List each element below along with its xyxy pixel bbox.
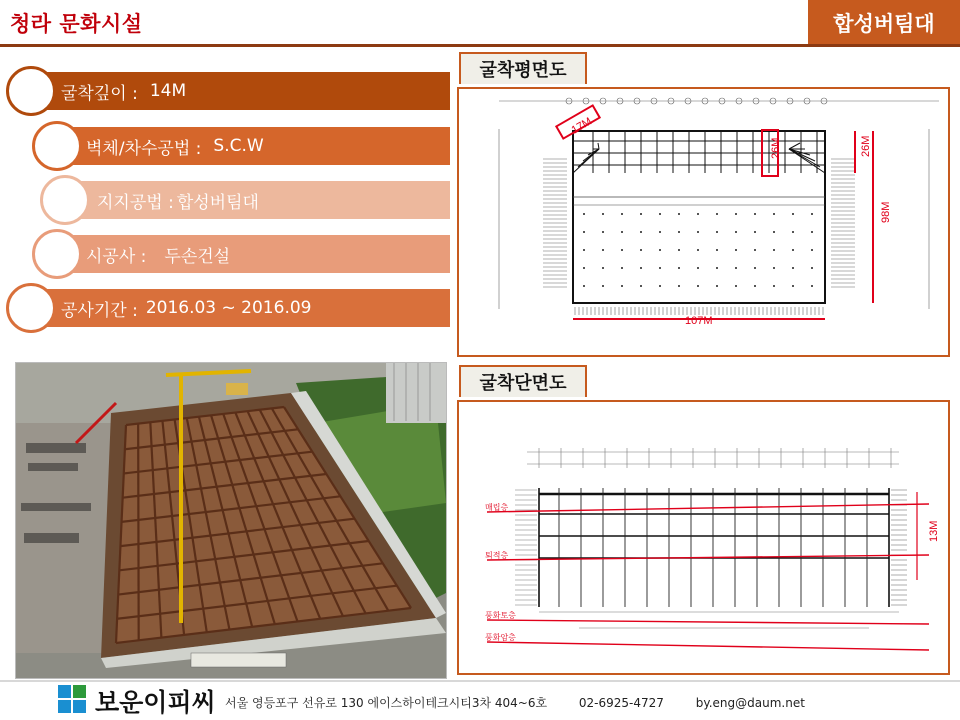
row-bullet [32,121,82,171]
tab-excavation-section: 굴착단면도 [459,365,587,397]
info-label: 굴착깊이 : [61,83,138,104]
info-value: 두손건설 [164,246,231,267]
dim-length-label: 107M [685,315,713,327]
info-value: 합성버팀대 [176,192,259,213]
info-value: 2016.03 ~ 2016.09 [145,298,312,318]
footer-contact [225,694,833,711]
row-bullet [32,229,82,279]
info-label: 벽체/차수공법 : [86,138,202,159]
info-value: 14M [149,81,187,101]
footer-divider [0,680,960,682]
info-row-support-method [68,181,450,219]
dim-corner-label: 17M [569,115,594,137]
method-badge: 합성버팀대 [808,0,960,46]
info-value: S.C.W [213,136,264,156]
site-photo-illustration [16,363,446,678]
row-bullet [40,175,90,225]
company-name: 보운이피씨 [95,688,216,717]
company-logo-icon [58,685,88,715]
row-bullet [6,66,56,116]
info-row-excavation-depth [34,72,450,110]
level-fill-label: 매립층 [485,503,509,512]
footer-email: by.eng@daum.net [695,696,805,710]
dim-height-label: 98M [880,201,892,223]
dim-right-width-label: 26M [860,135,872,157]
header-divider [0,44,960,47]
level-weathered-rock-label: 풍화암층 [485,633,516,642]
tab-excavation-plan: 굴착평면도 [459,52,587,84]
excavation-section-panel [457,400,950,675]
info-label: 지지공법 : [97,192,174,213]
info-row-wall-method [60,127,450,165]
dim-inner-width-label: 26M [770,137,782,159]
info-label: 시공사 : [86,246,147,267]
info-row-contractor [60,235,450,273]
info-list [0,62,455,342]
excavation-plan-panel [457,87,950,357]
excavation-plan-drawing [459,89,948,355]
row-bullet [6,283,56,333]
level-sediment-label: 퇴적층 [485,551,509,560]
level-weathered-soil-label: 풍화토층 [485,611,516,620]
excavation-section-drawing [459,402,948,673]
footer-address: 서울 영등포구 선유로 130 에이스하이테크시티3차 404~6호 [225,696,548,710]
info-row-period [34,289,450,327]
site-photo [15,362,447,679]
footer-phone: 02-6925-4727 [578,696,664,710]
page-title: 청라 문화시설 [10,12,143,36]
depth-label: 13M [928,520,940,542]
info-label: 공사기간 : [61,300,138,321]
